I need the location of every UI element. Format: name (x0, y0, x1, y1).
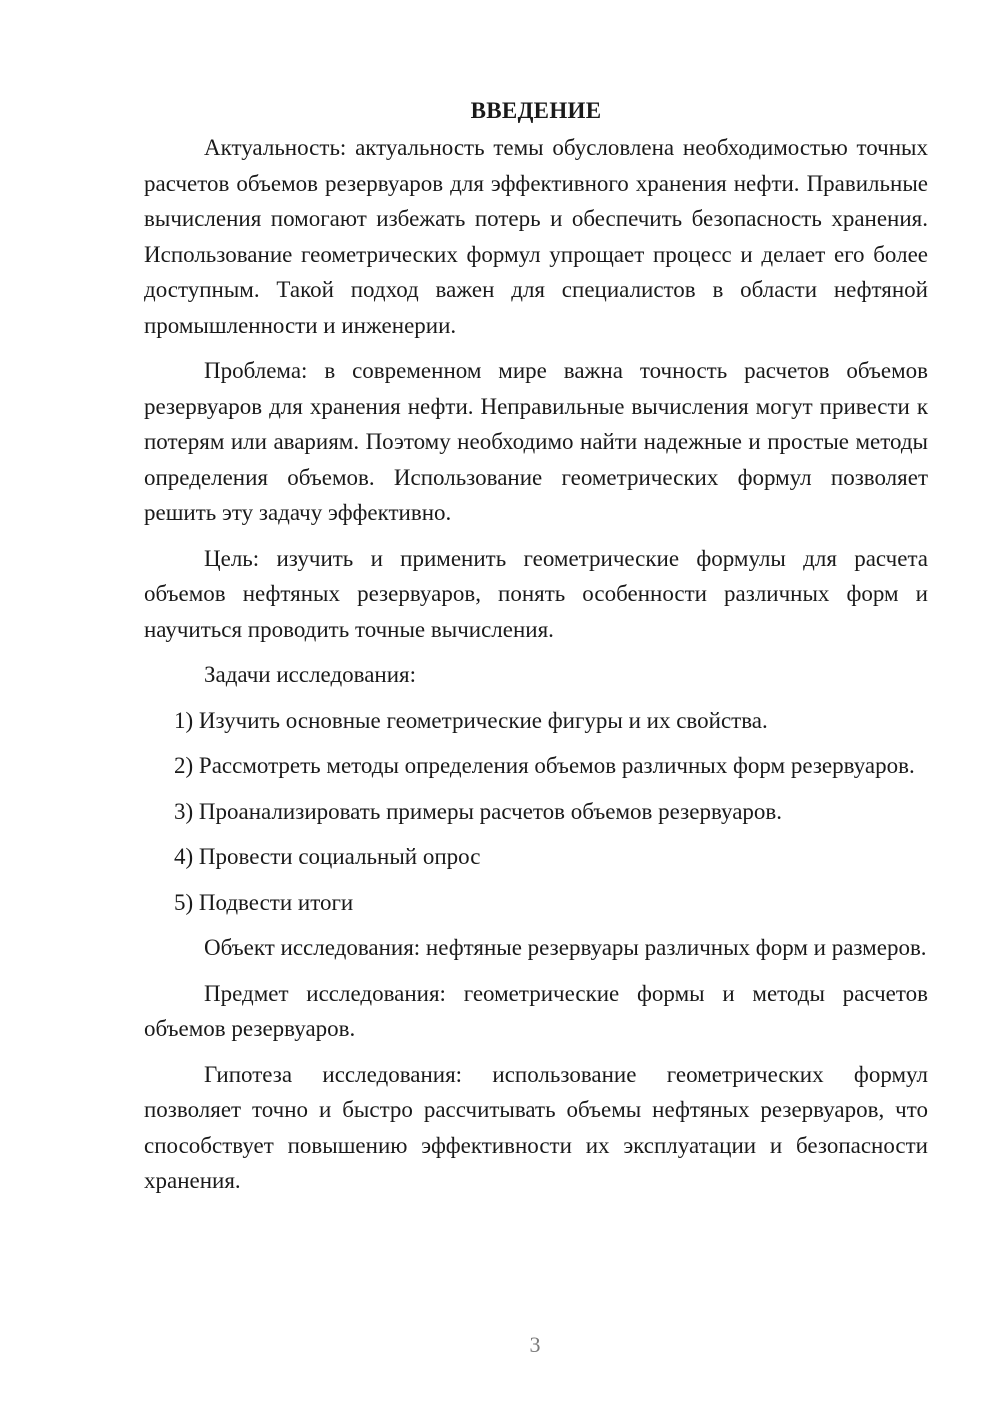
paragraph-hypothesis: Гипотеза исследования: использование геометрических формул позволяет точно и быстро рассчитывать объемы нефтяных резервуаров, что способствует повышению эффективности их эксплуатации и безопасности хранения. (144, 1061, 928, 1193)
paragraph-goal: Цель: изучить и применить геометрические формулы для расчета объемов нефтяных резервуаров, понять особенности различных форм и научиться проводить точные вычисления. (144, 545, 928, 642)
list-item: 1) Изучить основные геометрические фигуры и их свойства. (174, 707, 768, 733)
paragraph-subject: Предмет исследования: геометрические формы и методы расчетов объемов резервуаров. (144, 980, 928, 1041)
list-item: 3) Проанализировать примеры расчетов объемов резервуаров. (174, 798, 783, 824)
paragraph-problem: Проблема: в современном мире важна точность расчетов объемов резервуаров для хранения нефти. Неправильные вычисления могут привести к потерям или авариям. Поэтому необходимо найти надежные и простые методы определения объемов. Использование геометрических формул позволяет решить эту задачу эффективно. (144, 358, 928, 525)
list-item: 4) Провести социальный опрос (174, 844, 481, 869)
paragraph-object: Объект исследования: нефтяные резервуары различных форм и размеров. (204, 935, 927, 960)
tasks-list (144, 703, 928, 921)
list-item: 5) Подвести итоги (174, 889, 354, 915)
list-item: 2) Рассмотреть методы определения объемов различных форм резервуаров. (174, 753, 915, 778)
document-page (144, 96, 928, 1209)
page-number: 3 (529, 1332, 541, 1357)
paragraph-relevance: Актуальность: актуальность темы обусловлена необходимостью точных расчетов объемов резервуаров для эффективного хранения нефти. Правильные вычисления помогают избежать потерь и обеспечить безопасность хранения. Использование геометрических формул упрощает процесс и делает его более доступным. Такой подход важен для специалистов в области нефтяной промышленности и инженерии. (144, 135, 928, 338)
document-title: ВВЕДЕНИЕ (470, 98, 602, 123)
tasks-heading: Задачи исследования: (204, 662, 417, 687)
